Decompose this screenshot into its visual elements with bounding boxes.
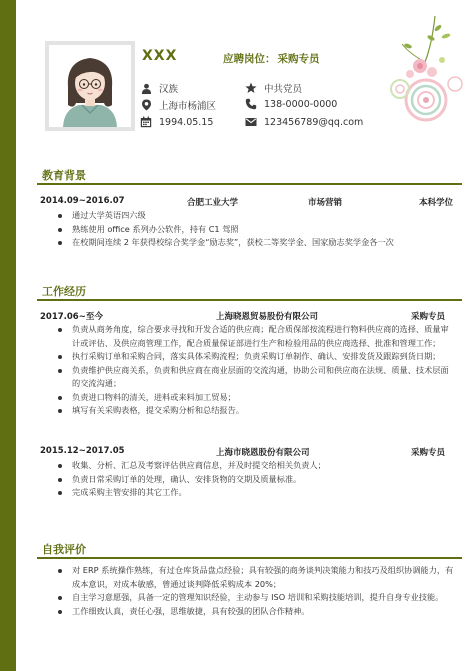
- avatar-illustration: [49, 45, 131, 127]
- section-divider: [37, 183, 462, 185]
- list-item: 执行采购订单和采购合同，落实具体采购流程；负责采购订单制作、确认、安排发货及跟踪到货日期；: [58, 350, 456, 364]
- section-divider: [37, 299, 462, 301]
- list-item: 完成采购主管安排的其它工作。: [58, 486, 456, 500]
- list-item: 自主学习意愿强，具备一定的管理知识经验，主动参与 ISO 培训和采购技能培训，提升自身专业技能。: [58, 591, 456, 605]
- info-phone: [245, 98, 337, 110]
- person-icon: [140, 82, 152, 94]
- job-company: 上海市晓恩股份有限公司: [216, 448, 310, 458]
- list-item: 对 ERP 系统操作熟练，有过仓库货品盘点经验；具有较强的商务谈判决策能力和技巧及组织协调能力，有成本意识，对成本敏感，曾通过谈判降低采购成本 20%；: [58, 564, 456, 591]
- list-item: 负责进口物料的清关，进料或来料加工贸易；: [58, 391, 456, 405]
- job-position: 采购专员: [411, 448, 446, 458]
- list-item: 通过大学英语四六级: [58, 209, 456, 223]
- politics-value: 中共党员: [264, 84, 303, 95]
- job-target-label: 应聘岗位：: [223, 53, 276, 65]
- info-politics: [245, 81, 302, 95]
- job-header-row: [40, 446, 454, 458]
- section-title-work: 工作经历: [42, 285, 86, 298]
- section-divider: [37, 557, 462, 559]
- location-pin-icon: [140, 99, 152, 111]
- location-value: 上海市杨浦区: [159, 101, 217, 112]
- section-title-self-evaluation: 自我评价: [42, 543, 86, 556]
- list-item: 填写有关采购表格，提交采购分析和总结报告。: [58, 404, 456, 418]
- list-item: 收集、分析、汇总及考察评估供应商信息，并及时提交给相关负责人；: [58, 459, 456, 473]
- ethnicity-value: 汉族: [159, 84, 179, 95]
- phone-icon: [245, 98, 257, 110]
- job-period: 2017.06~至今: [40, 312, 103, 322]
- left-accent-bar: [0, 0, 16, 671]
- job-header-row: [40, 310, 454, 322]
- info-birthdate: [140, 116, 213, 128]
- mail-icon: [245, 116, 257, 128]
- job-position: 采购专员: [411, 312, 446, 322]
- email-value: 123456789@qq.com: [264, 116, 364, 128]
- list-item: 负责日常采购订单的处理，确认、安排货物的交期及质量标准。: [58, 473, 456, 487]
- education-list: [58, 209, 456, 250]
- calendar-icon: [140, 116, 152, 128]
- star-icon: [245, 82, 257, 94]
- info-ethnicity: [140, 81, 178, 95]
- avatar: [49, 45, 131, 127]
- job-target-value: 采购专员: [277, 53, 320, 65]
- candidate-name: XXX: [142, 48, 178, 64]
- education-period: 2014.09~2016.07: [40, 196, 125, 206]
- education-school: 合肥工业大学: [187, 198, 239, 208]
- birthdate-value: 1994.05.15: [159, 116, 214, 128]
- job-duties-list: [58, 323, 456, 418]
- education-major: 市场营销: [308, 198, 343, 208]
- self-evaluation-list: [58, 564, 456, 618]
- list-item: 负责从商务角度，综合要求寻找和开发合适的供应商；配合质保部按流程进行物料供应商的选择、质量审计或评估、及供应商管理工作，配合质量保证部进行生产和检验用品的供应商选择、批准和管理工作；: [58, 323, 456, 350]
- list-item: 熟练使用 office 系列办公软件，持有 C1 驾照: [58, 223, 456, 237]
- floral-decoration-icon: [380, 14, 470, 124]
- info-email: [245, 116, 363, 128]
- phone-value: 138-0000-0000: [264, 98, 338, 110]
- photo-frame: [45, 41, 135, 131]
- education-header-row: [40, 196, 454, 208]
- resume-page: [16, 0, 474, 671]
- list-item: 在校期间连续 2 年获得校综合奖学金“励志奖”，获校二等奖学金、国家励志奖学金各一次: [58, 236, 456, 250]
- education-degree: 本科学位: [419, 198, 454, 208]
- list-item: 工作细致认真，责任心强，思维敏捷，具有较强的团队合作精神。: [58, 605, 456, 619]
- list-item: 负责维护供应商关系，负责和供应商在商业层面的交流沟通，协助公司和供应商在法规、质量、技术层面的交流沟通；: [58, 364, 456, 391]
- job-company: 上海晓恩贸易股份有限公司: [216, 312, 319, 322]
- job-target: [223, 51, 322, 66]
- section-title-education: 教育背景: [42, 169, 86, 182]
- job-period: 2015.12~2017.05: [40, 446, 125, 456]
- info-location: [140, 98, 216, 112]
- job-duties-list: [58, 459, 456, 500]
